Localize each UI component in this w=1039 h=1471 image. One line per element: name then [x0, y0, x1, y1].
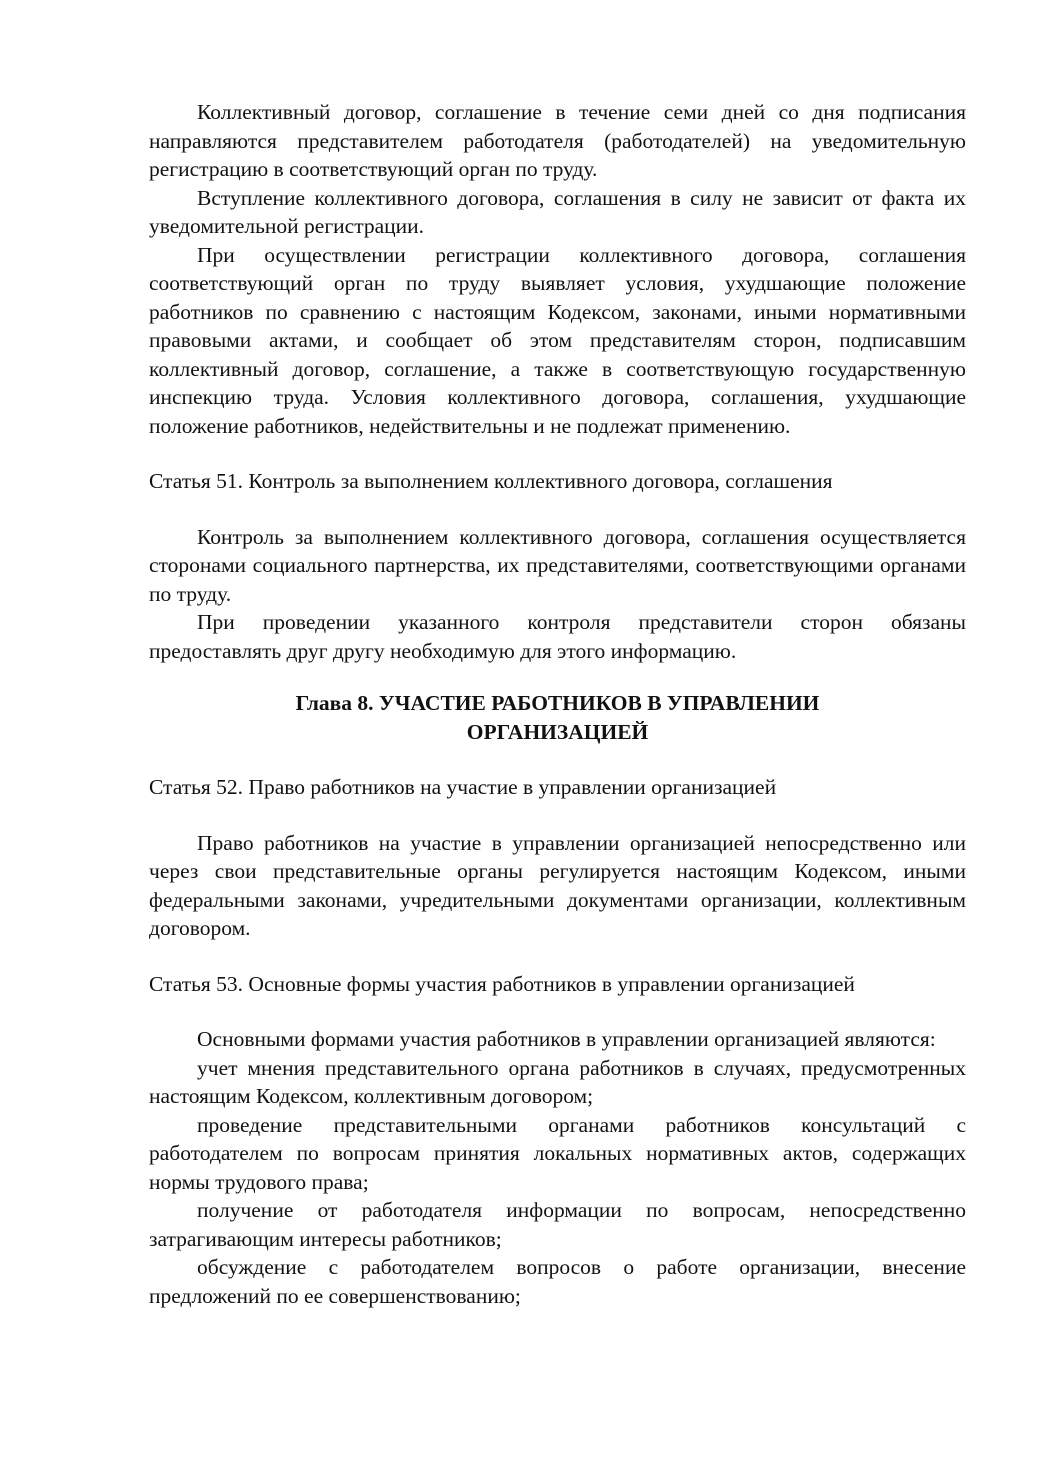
list-item: получение от работодателя информации по вопросам, непосредственно затрагивающим интересы работников; [149, 1198, 966, 1251]
article-title: Статья 52. Право работников на участие в управлении организацией [149, 775, 777, 799]
paragraph: При осуществлении регистрации коллективного договора, соглашения соответствующий орган по труду выявляет условия, ухудшающие положение работников по сравнению с настоящим Кодексом, законами, иными нормативными правовыми актами, и сообщает об этом представителям сторон, подписавшим коллективный договор, соглашение, а также в соответствующую государственную инспекцию труда. Условия коллективного договора, соглашения, ухудшающие положение работников, недействительны и не подлежат применению. [149, 242, 966, 438]
article-title: Статья 51. Контроль за выполнением коллективного договора, соглашения [149, 469, 833, 493]
paragraph: Вступление коллективного договора, соглашения в силу не зависит от факта их уведомительной регистрации. [149, 185, 966, 238]
chapter-title-line: Глава 8. УЧАСТИЕ РАБОТНИКОВ В УПРАВЛЕНИИ [295, 691, 820, 715]
article-53 [149, 970, 966, 1311]
section-intro [149, 98, 966, 440]
paragraph: Контроль за выполнением коллективного договора, соглашения осуществляется сторонами социального партнерства, их представителями, соответствующими органами по труду. [149, 524, 966, 606]
article-52 [149, 773, 966, 943]
document-page [149, 98, 966, 1310]
list-item: учет мнения представительного органа работников в случаях, предусмотренных настоящим Кодексом, коллективным договором; [149, 1055, 966, 1108]
paragraph: Основными формами участия работников в управлении организацией являются: [197, 1027, 936, 1051]
list-item: обсуждение с работодателем вопросов о работе организации, внесение предложений по ее совершенствованию; [149, 1255, 966, 1308]
chapter-title [149, 689, 966, 746]
article-title: Статья 53. Основные формы участия работников в управлении организацией [149, 971, 855, 996]
article-51 [149, 467, 966, 665]
list-item: проведение представительными органами работников консультаций с работодателем по вопросам принятия локальных нормативных актов, содержащих нормы трудового права; [149, 1112, 966, 1194]
paragraph: При проведении указанного контроля представители сторон обязаны предоставлять друг другу необходимую для этого информацию. [149, 610, 966, 663]
paragraph: Право работников на участие в управлении организацией непосредственно или через свои представительные органы регулируется настоящим Кодексом, иными федеральными законами, учредительными документами организации, коллективным договором. [149, 830, 966, 940]
chapter-title-line: ОРГАНИЗАЦИЕЙ [466, 719, 649, 744]
paragraph: Коллективный договор, соглашение в течение семи дней со дня подписания направляются представителем работодателя (работодателей) на уведомительную регистрацию в соответствующий орган по труду. [149, 100, 966, 181]
